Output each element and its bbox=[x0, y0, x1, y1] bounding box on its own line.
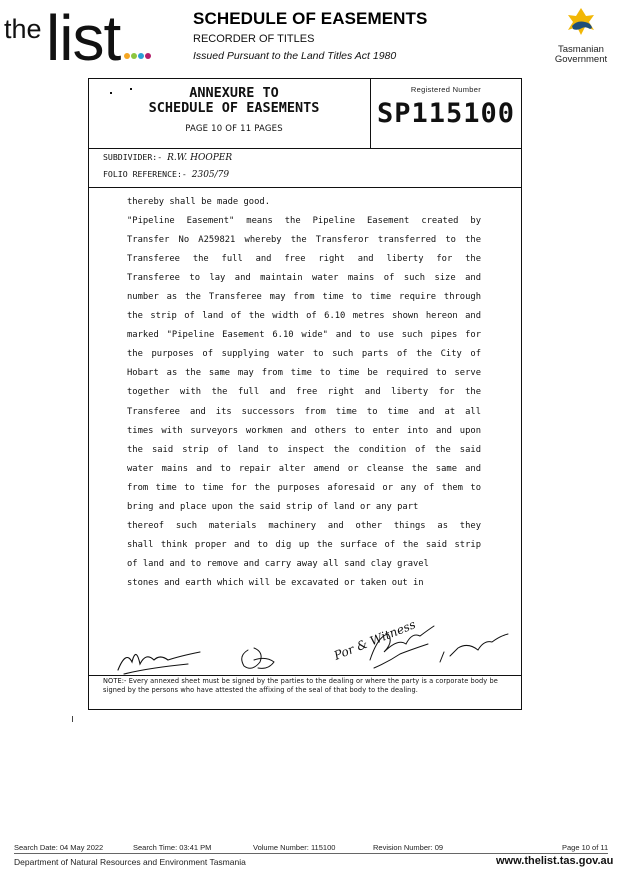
thelist-logo bbox=[4, 4, 154, 64]
registered-number-label: Registered Number bbox=[410, 85, 482, 94]
reference-rule bbox=[88, 187, 522, 188]
registered-number: SP115100 bbox=[376, 98, 516, 129]
subdivider-row bbox=[103, 152, 232, 163]
witness-note: Por & Witness bbox=[331, 617, 418, 663]
department-name: Department of Natural Resources and Environment Tasmania bbox=[14, 857, 246, 867]
logo-dot-blue bbox=[138, 53, 144, 59]
subdivider-value: R.W. HOOPER bbox=[167, 153, 233, 163]
logo-dot-green bbox=[131, 53, 137, 59]
body-line: together with the full and free right and liberty for the bbox=[127, 387, 481, 398]
body-line: stones and earth which will be excavated or taken out in bbox=[127, 577, 424, 588]
body-line: the said strip of land to inspect the condition of the said bbox=[127, 444, 481, 455]
body-line: marked "Pipeline Easement 6.10 wide" and to use such pipes for bbox=[127, 330, 481, 341]
body-line: the purposes of supplying water to such parts of the City of bbox=[127, 349, 481, 360]
body-line: times with surveyors workmen and others to enter into and upon bbox=[127, 425, 481, 436]
signature-middle bbox=[242, 648, 274, 668]
body-line: Hobart as the same may from time to time be required to serve bbox=[127, 368, 481, 379]
header-rule bbox=[88, 148, 522, 149]
act-reference: Issued Pursuant to the Land Titles Act 1980 bbox=[193, 50, 397, 62]
logo-dot-orange bbox=[124, 53, 130, 59]
body-line: the strip of land of the width of 6.10 metres shown hereon and bbox=[127, 311, 481, 322]
search-time: Search Time: 03:41 PM bbox=[133, 843, 212, 852]
body-line: shall think proper and to dig up the surface of the said strip bbox=[127, 539, 481, 550]
header-divider bbox=[370, 78, 371, 149]
folio-row bbox=[103, 169, 229, 180]
easement-body-text bbox=[127, 193, 481, 593]
page-number: Page 10 of 11 bbox=[562, 843, 609, 852]
body-line: Transferee the full and free right and liberty for the bbox=[127, 254, 481, 265]
revision-number: Revision Number: 09 bbox=[373, 843, 444, 852]
body-line: water mains and to repair alter amend or cleanse the same and bbox=[127, 463, 481, 474]
annexure-line2: SCHEDULE OF EASEMENTS bbox=[148, 100, 320, 116]
tasmanian-government-logo bbox=[548, 6, 614, 64]
annexure-line1: ANNEXURE TO bbox=[189, 85, 279, 101]
body-line: Transfer No A259821 whereby the Transferor transferred to the bbox=[127, 235, 481, 246]
note-text: NOTE:- Every annexed sheet must be signed by the parties to the dealing or where the party is a corporate body be signed by the persons who have attested the affixing of the seal of that body to the dealing. bbox=[103, 677, 498, 694]
thylacine-emblem-icon bbox=[561, 6, 601, 38]
page-title: SCHEDULE OF EASEMENTS bbox=[193, 9, 428, 28]
volume-number: Volume Number: 115100 bbox=[253, 843, 336, 852]
subdivider-label: SUBDIVIDER:- bbox=[103, 152, 163, 162]
logo-dot-magenta bbox=[145, 53, 151, 59]
body-line: bring and place upon the said strip of land or any part bbox=[127, 501, 419, 512]
logo-the-text: the bbox=[4, 14, 42, 44]
body-line: thereby shall be made good. bbox=[127, 197, 270, 207]
gov-line1: Tasmanian bbox=[558, 44, 604, 55]
signature-left bbox=[118, 652, 200, 674]
body-line: Transferee and its successors from time to time and at all bbox=[127, 406, 481, 417]
body-line: Transferee to lay and maintain water mains of such size and bbox=[127, 273, 481, 284]
page-subtitle: RECORDER OF TITLES bbox=[193, 33, 315, 45]
body-line: "Pipeline Easement" means the Pipeline Easement created by bbox=[127, 216, 481, 227]
note-rule bbox=[88, 675, 522, 676]
gov-line2: Government bbox=[554, 54, 608, 65]
body-line: from time to time for the purposes aforesaid or any of them to bbox=[127, 482, 481, 493]
body-line: number as the Transferee may from time to time require through bbox=[127, 292, 481, 303]
website-link[interactable]: www.thelist.tas.gov.au bbox=[496, 855, 614, 867]
search-date: Search Date: 04 May 2022 bbox=[14, 843, 104, 852]
folio-label: FOLIO REFERENCE:- bbox=[103, 169, 187, 179]
footer-rule bbox=[14, 853, 608, 854]
folio-value: 2305/79 bbox=[191, 170, 230, 180]
logo-list-text: list bbox=[46, 4, 121, 64]
page-of-pages: PAGE 10 OF 11 PAGES bbox=[185, 124, 283, 134]
body-line: of land and to remove and carry away all sand clay gravel bbox=[127, 558, 429, 569]
annexure-heading bbox=[100, 86, 368, 116]
body-line: thereof such materials machinery and other things as they bbox=[127, 520, 481, 531]
